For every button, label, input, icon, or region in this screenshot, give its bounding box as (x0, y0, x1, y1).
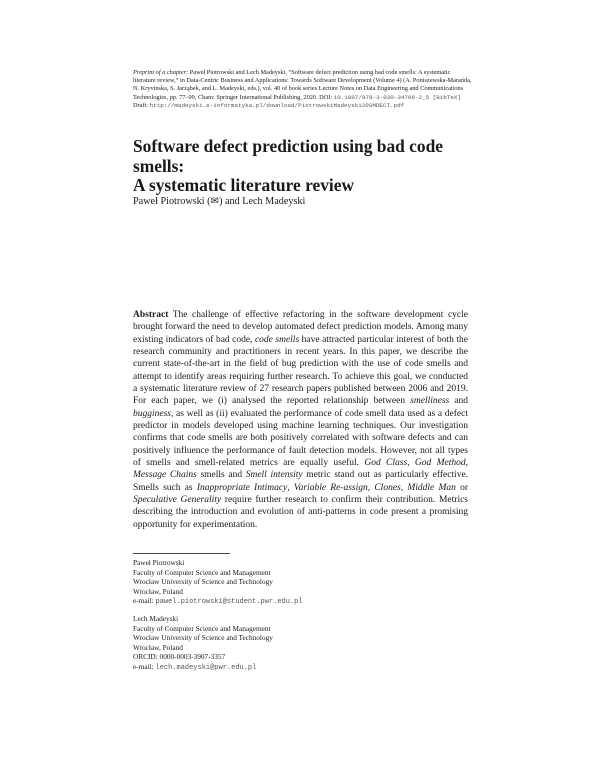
abstract-text: , (407, 457, 410, 468)
abstract (133, 309, 468, 531)
footnote-divider (133, 553, 230, 554)
abstract-term: code smells (254, 334, 300, 345)
email-label: e-mail: (133, 596, 154, 606)
abstract-term: God Method (414, 457, 466, 468)
abstract-term: bugginess (133, 408, 171, 419)
affiliation-faculty: Faculty of Computer Science and Management (133, 623, 271, 633)
draft-url-link[interactable]: http://madeyski.e-informatyka.pl/download/PiotrowskiMadeyski20SMDECT.pdf (149, 101, 405, 109)
affiliation-university: Wrocław University of Science and Technology (133, 633, 273, 643)
affiliation-city: Wrocław, Poland (133, 586, 183, 596)
affiliation-faculty: Faculty of Computer Science and Management (133, 567, 271, 577)
abstract-term: Inappropriate Intimacy (196, 482, 288, 493)
email-link[interactable]: lech.madeyski@pwr.edu.pl (155, 663, 257, 672)
email-label: e-mail: (133, 661, 154, 671)
abstract-label: Abstract (133, 310, 169, 320)
abstract-term: smelliness (410, 396, 450, 407)
abstract-text: have attracted particular interest of both the research community and practitioners in recent years. In this paper, we describe the current state-of-the-art in the field of bug prediction with the use of code smells and attempt to identify areas requiring further research. To achieve this goal, we conducted a systematic literature review of 27 research papers published between 2006 and 2019. For each paper, we (i) analysed the reported relationship between (133, 334, 469, 407)
abstract-text: , as well as (ii) evaluated the performance of code smell data used as a defect predictor in models developed using machine learning techniques. Our investigation confirms that code smells are both positively correlated with software defects and can positively influence the performance of fault detection models. However, not all types of smells and smell-related metrics are equally useful. (133, 408, 468, 468)
abstract-text: smells and (200, 470, 243, 481)
email-link[interactable]: pawel.piotrowski@student.pwr.edu.pl (155, 598, 303, 607)
affiliation-city: Wrocław, Poland (133, 642, 183, 652)
abstract-text: require further research to confirm their contribution. Metrics describing the introduction and evolution of anti-patterns in code present a promising opportunity for experimentation. (133, 494, 469, 530)
abstract-text: , (465, 457, 469, 468)
title-line-2: A systematic literature review (133, 175, 355, 195)
abstract-term: Message Chains (133, 470, 197, 481)
abstract-text: , (287, 482, 290, 493)
affiliation-email-line (133, 596, 433, 608)
abstract-text: and (454, 396, 468, 407)
preprint-citation: Paweł Piotrowski and Lech Madeyski, “Software defect prediction using bad code smells: A systematic literature review,” in Data-Centric Business and Applications: Towards Software Development (Volume 4) (A. Poniszewska-Marańda, N. Kryvinska, S. Jarząbek, and L. Madeyski, eds.), vol. 40 of book series Lecture Notes on Data Engineering and Communications Technologies, pp. 77–99, Cham: Springer International Publishing, 2020. DOI: (133, 69, 472, 101)
abstract-text: The challenge of effective refactoring in the software development cycle brought forward the need to develop automated defect prediction models. Among many existing indicators of bad code, (133, 310, 468, 345)
abstract-term: Variable Re-assign (293, 482, 368, 493)
title-line-1: Software defect prediction using bad code smells: (133, 136, 443, 176)
abstract-term: Clones (374, 482, 401, 493)
abstract-text: or (460, 482, 469, 493)
abstract-text: metric stand out as particularly effective. Smells such as (133, 470, 469, 493)
abstract-term: Smell intensity (245, 470, 303, 481)
abstract-term: God Class (364, 457, 408, 468)
abstract-term: Speculative Generality (133, 494, 222, 505)
affiliation-name: Lech Madeyski (133, 614, 179, 623)
paper-title (133, 137, 473, 196)
draft-label: Draft: (133, 101, 149, 109)
abstract-text: , (367, 482, 371, 493)
doi-link[interactable]: 10.1007/978-3-030-34706-2_5 [BibTeX] (333, 93, 461, 101)
preprint-label: Preprint of a chapter: (133, 69, 189, 76)
abstract-text: , (400, 482, 404, 493)
affiliation-name: Paweł Piotrowski (133, 558, 185, 567)
affiliation-piotrowski (133, 558, 433, 608)
affiliation-orcid: ORCID: 0000-0003-3907-3357 (133, 652, 226, 662)
affiliation-university: Wrocław University of Science and Technology (133, 577, 273, 587)
affiliation-email-line (133, 662, 433, 674)
preprint-notice (133, 69, 473, 110)
affiliation-madeyski (133, 614, 433, 674)
author-list: Paweł Piotrowski (✉) and Lech Madeyski (133, 196, 306, 207)
abstract-term: Middle Man (407, 482, 456, 493)
